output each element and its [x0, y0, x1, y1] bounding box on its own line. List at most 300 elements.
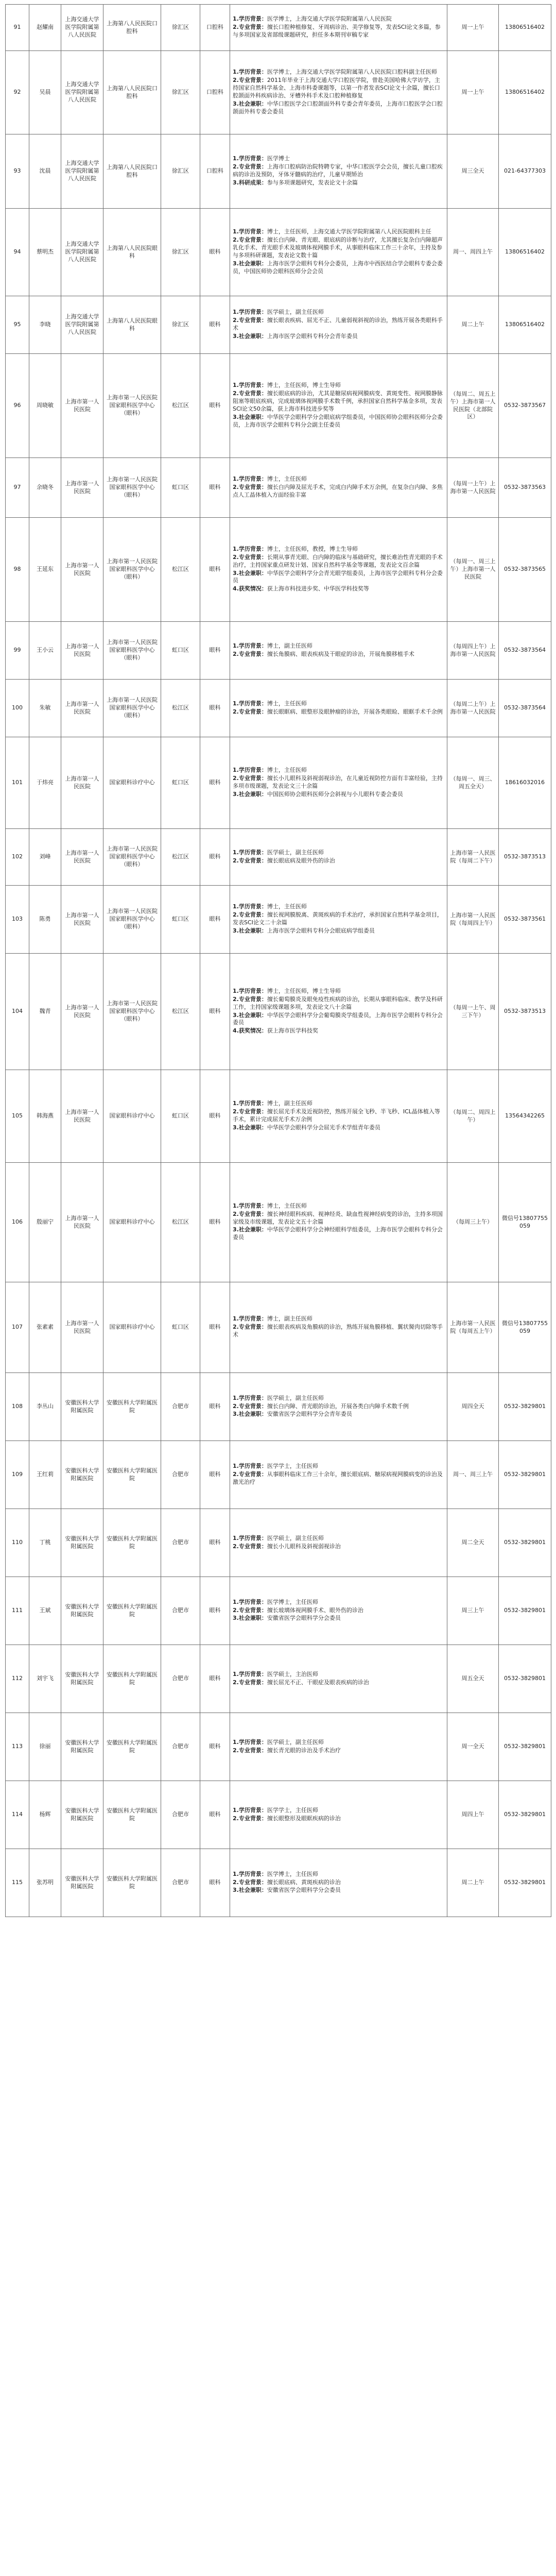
clinic-schedule: 周三全天: [447, 134, 499, 209]
row-number: 101: [6, 737, 29, 829]
profile-line: 3.社会兼职：上海市医学会眼科专科分会青年委员: [233, 332, 358, 340]
row-number: 110: [6, 1509, 29, 1577]
hospital-group: 上海市第一人民医院: [61, 886, 103, 954]
department: 眼科: [200, 886, 230, 954]
profile-line: 3.社会兼职：上海市医学会眼科专科分会眼底病学组委员: [233, 927, 375, 934]
expert-profile: [230, 1509, 447, 1577]
row-number: 103: [6, 886, 29, 954]
hospital-unit: 上海市第一人民医院国家眼科医学中心（眼科）: [103, 886, 161, 954]
profile-line: 1.学历背景：博士，主任医师: [233, 476, 307, 483]
profile-line: 1.学历背景：博士，主任医师，教授，博士生导师: [233, 545, 358, 552]
profile-line: 1.学历背景：医学学士，主任医师: [233, 1806, 318, 1814]
location: 虹口区: [161, 458, 200, 518]
clinic-schedule: 周四上午: [447, 1781, 499, 1849]
expert-profile: [230, 296, 447, 354]
expert-name: 徐丽: [29, 1713, 61, 1781]
profile-line: 1.学历背景：医学硕士，副主任医师: [233, 1738, 324, 1745]
contact-phone: 13806516402: [499, 209, 551, 296]
hospital-group: 上海市第一人民医院: [61, 1282, 103, 1373]
contact-phone: 微信号13807755059: [499, 1282, 551, 1373]
row-number: 113: [6, 1713, 29, 1781]
hospital-unit: 上海第八人民医院口腔科: [103, 5, 161, 51]
location: 合肥市: [161, 1373, 200, 1441]
hospital-group: 安徽医科大学附属医院: [61, 1849, 103, 1917]
table-row: [6, 518, 551, 622]
expert-name: 王红莉: [29, 1441, 61, 1509]
hospital-group: 安徽医科大学附属医院: [61, 1577, 103, 1645]
profile-line: 2.专业背景：擅长眼表疾病、屈光不正、儿童弱视斜视的诊治，熟练开展各类眼科手术: [233, 317, 443, 331]
hospital-group: 上海市第一人民医院: [61, 1070, 103, 1163]
profile-line: 2.专业背景：擅长眼表疾病及角膜病的诊治，熟练开展角膜移植、翼状胬肉切除等手术: [233, 1324, 443, 1338]
hospital-unit: 安徽医科大学附属医院: [103, 1849, 161, 1917]
profile-line: 1.学历背景：医学博士，上海交通大学医学院附属第八人民医院口腔科副主任医师: [233, 69, 437, 76]
profile-line: 1.学历背景：博士，主任医师: [233, 903, 307, 910]
profile-line: 1.学历背景：医学硕士，副主任医师: [233, 309, 324, 316]
profile-line: 2.专业背景：擅长屈光手术及近视防控，熟练开展全飞秒、半飞秒、ICL晶体植入等手术，累计完成屈光手术万余例: [233, 1108, 440, 1123]
contact-phone: 18616032016: [499, 737, 551, 829]
clinic-schedule: 周一、周三上午: [447, 1441, 499, 1509]
expert-name: 于炜亮: [29, 737, 61, 829]
table-row: [6, 1070, 551, 1163]
department: 眼科: [200, 1509, 230, 1577]
row-number: 97: [6, 458, 29, 518]
row-number: 114: [6, 1781, 29, 1849]
expert-name: 王延东: [29, 518, 61, 622]
clinic-schedule: 上海市第一人民医院（每周五上午）: [447, 1282, 499, 1373]
clinic-schedule: （每周一上午、周三下午）: [447, 954, 499, 1070]
clinic-schedule: 周一上午: [447, 51, 499, 134]
profile-line: 1.学历背景：博士，主任医师，博士生导师: [233, 382, 341, 389]
department: 眼科: [200, 1713, 230, 1781]
expert-name: 陈勇: [29, 886, 61, 954]
expert-profile: [230, 1849, 447, 1917]
expert-name: 殷丽宁: [29, 1163, 61, 1282]
location: 合肥市: [161, 1645, 200, 1713]
clinic-schedule: 周二全天: [447, 1509, 499, 1577]
department: 眼科: [200, 1282, 230, 1373]
location: 松江区: [161, 829, 200, 886]
table-row: [6, 1577, 551, 1645]
department: 眼科: [200, 1163, 230, 1282]
expert-profile: [230, 1070, 447, 1163]
row-number: 98: [6, 518, 29, 622]
clinic-schedule: 周四全天: [447, 1373, 499, 1441]
contact-phone: 13806516402: [499, 51, 551, 134]
clinic-schedule: （每周一上午）上海市第一人民医院: [447, 458, 499, 518]
location: 虹口区: [161, 737, 200, 829]
table-row: [6, 1509, 551, 1577]
clinic-schedule: 上海市第一人民医院（每周二下午）: [447, 829, 499, 886]
table-row: [6, 1645, 551, 1713]
department: 眼科: [200, 296, 230, 354]
table-row: [6, 1849, 551, 1917]
profile-line: 2.专业背景：擅长白内障、青光眼的诊治，开展各类白内障手术数千例: [233, 1402, 409, 1410]
profile-line: 2.专业背景：擅长眼眶病、眼整形及眼肿瘤的诊治，开展各类眼睑、眼眶手术千余例: [233, 708, 443, 715]
hospital-unit: 上海市第一人民医院国家眼科医学中心（眼科）: [103, 458, 161, 518]
department: 口腔科: [200, 134, 230, 209]
expert-profile: [230, 680, 447, 737]
profile-line: 1.学历背景：医学博士，上海交通大学医学院附属第八人民医院: [233, 15, 392, 23]
table-row: [6, 51, 551, 134]
expert-profile: [230, 518, 447, 622]
clinic-schedule: 周一全天: [447, 1713, 499, 1781]
profile-line: 2.专业背景：擅长小儿眼科及斜视弱视诊治: [233, 1543, 341, 1550]
location: 合肥市: [161, 1577, 200, 1645]
department: 眼科: [200, 354, 230, 458]
row-number: 99: [6, 622, 29, 680]
profile-line: 1.学历背景：博士，主任医师: [233, 1202, 307, 1209]
clinic-schedule: （每周二、周五上午）上海市第一人民医院（北部院区）: [447, 354, 499, 458]
expert-profile: [230, 1645, 447, 1713]
hospital-unit: 安徽医科大学附属医院: [103, 1509, 161, 1577]
location: 松江区: [161, 518, 200, 622]
table-row: [6, 354, 551, 458]
hospital-group: 上海市第一人民医院: [61, 518, 103, 622]
expert-name: 刘峰: [29, 829, 61, 886]
row-number: 115: [6, 1849, 29, 1917]
expert-name: 韩海燕: [29, 1070, 61, 1163]
hospital-group: 上海市第一人民医院: [61, 954, 103, 1070]
table-row: [6, 458, 551, 518]
contact-phone: 0532-3829801: [499, 1577, 551, 1645]
profile-line: 1.学历背景：医学博士: [233, 155, 290, 162]
profile-line: 2.专业背景：擅长眼底病及眼外伤的诊治: [233, 857, 335, 864]
profile-line: 1.学历背景：医学学士，主任医师: [233, 1463, 318, 1470]
department: 口腔科: [200, 5, 230, 51]
profile-line: 2.专业背景：擅长神经眼科疾病、视神经炎、缺血性视神经病变的诊治，主持多项国家级及市级课题，发表论文五十余篇: [233, 1210, 443, 1225]
expert-name: 朱敏: [29, 680, 61, 737]
profile-line: 3.社会兼职：中华医学会眼科学分会葡萄膜炎学组委员，上海市医学会眼科专科分会委员: [233, 1011, 443, 1026]
profile-line: 1.学历背景：医学硕士，主治医师: [233, 1670, 318, 1677]
profile-line: 2.专业背景：擅长眼底病、黄斑疾病的诊治: [233, 1878, 341, 1886]
profile-line: 2.专业背景：擅长角膜病、眼表疾病及干眼症的诊治，开展角膜移植手术: [233, 650, 414, 657]
profile-line: 4.获奖情况：获上海市医学科技奖: [233, 1027, 318, 1035]
expert-profile: [230, 458, 447, 518]
department: 口腔科: [200, 51, 230, 134]
row-number: 105: [6, 1070, 29, 1163]
location: 虹口区: [161, 1070, 200, 1163]
table-row: [6, 296, 551, 354]
department: 眼科: [200, 458, 230, 518]
profile-line: 1.学历背景：医学博士，主任医师: [233, 1870, 318, 1877]
clinic-schedule: （每周二上午）上海市第一人民医院: [447, 680, 499, 737]
location: 虹口区: [161, 1282, 200, 1373]
contact-phone: 0532-3829801: [499, 1441, 551, 1509]
table-row: [6, 622, 551, 680]
profile-line: 3.社会兼职：中华医学会眼科学分会眼底病学组委员，中国医师协会眼科医师分会委员，上海市医学会眼科专科分会副主任委员: [233, 413, 443, 428]
hospital-group: 安徽医科大学附属医院: [61, 1781, 103, 1849]
table-row: [6, 209, 551, 296]
hospital-group: 安徽医科大学附属医院: [61, 1441, 103, 1509]
profile-line: 2.专业背景：擅长玻璃体视网膜手术、眼外伤的诊治: [233, 1606, 363, 1614]
expert-name: 张素素: [29, 1282, 61, 1373]
profile-line: 3.社会兼职：安徽省医学会眼科学分会委员: [233, 1887, 341, 1894]
hospital-group: 安徽医科大学附属医院: [61, 1645, 103, 1713]
expert-name: 丁桃: [29, 1509, 61, 1577]
profile-line: 3.社会兼职：安徽省医学会眼科学分会青年委员: [233, 1411, 352, 1418]
hospital-group: 上海交通大学医学院附属第八人民医院: [61, 209, 103, 296]
expert-profile: [230, 1577, 447, 1645]
contact-phone: 0532-3829801: [499, 1645, 551, 1713]
expert-name: 王斌: [29, 1577, 61, 1645]
contact-phone: 13806516402: [499, 5, 551, 51]
profile-line: 1.学历背景：博士，副主任医师: [233, 1100, 312, 1107]
expert-profile: [230, 51, 447, 134]
department: 眼科: [200, 622, 230, 680]
location: 徐汇区: [161, 134, 200, 209]
row-number: 106: [6, 1163, 29, 1282]
hospital-group: 上海市第一人民医院: [61, 458, 103, 518]
hospital-group: 安徽医科大学附属医院: [61, 1509, 103, 1577]
hospital-unit: 上海市第一人民医院国家眼科医学中心（眼科）: [103, 680, 161, 737]
table-row: [6, 1373, 551, 1441]
hospital-unit: 安徽医科大学附属医院: [103, 1713, 161, 1781]
row-number: 102: [6, 829, 29, 886]
profile-line: 2.专业背景：擅长屈光不正、干眼症及眼表疾病的诊治: [233, 1679, 369, 1686]
profile-line: 2.专业背景：擅长眼整形及眼眶疾病的诊治: [233, 1815, 341, 1822]
hospital-unit: 上海市第一人民医院国家眼科医学中心（眼科）: [103, 622, 161, 680]
table-row: [6, 737, 551, 829]
profile-line: 2.专业背景：擅长眼底病的诊治，尤其是糖尿病视网膜病变、黄斑变性、视网膜静脉阻塞等眼底疾病，完成玻璃体视网膜手术数千例，承担国家自然科学基金多项，发表SCI论文50余篇，获上海市科技进步奖等: [233, 390, 443, 412]
department: 眼科: [200, 1070, 230, 1163]
table-row: [6, 5, 551, 51]
clinic-schedule: 周二上午: [447, 1849, 499, 1917]
contact-phone: 021-64377303: [499, 134, 551, 209]
expert-name: 张苏明: [29, 1849, 61, 1917]
location: 松江区: [161, 354, 200, 458]
department: 眼科: [200, 1849, 230, 1917]
expert-profile: [230, 622, 447, 680]
expert-profile: [230, 5, 447, 51]
profile-line: 1.学历背景：博士，主任医师: [233, 700, 307, 707]
contact-phone: 0532-3829801: [499, 1781, 551, 1849]
clinic-schedule: （每周一、周三、周五全天）: [447, 737, 499, 829]
clinic-schedule: 周一上午: [447, 5, 499, 51]
row-number: 104: [6, 954, 29, 1070]
profile-line: 2.专业背景：擅长口腔种植修复、牙周病诊治、美学修复等，发表SCI论文多篇，参与多项国家及省部级课题研究，担任多本期刊审稿专家: [233, 24, 441, 38]
expert-profile: [230, 954, 447, 1070]
hospital-unit: 上海第八人民医院眼科: [103, 209, 161, 296]
row-number: 92: [6, 51, 29, 134]
table-row: [6, 1441, 551, 1509]
profile-line: 4.获奖情况：获上海市科技进步奖、中华医学科技奖等: [233, 585, 369, 592]
contact-phone: 0532-3873513: [499, 829, 551, 886]
document-page: [5, 4, 551, 1917]
profile-line: 1.学历背景：博士，主任医师，上海交通大学医学院附属第八人民医院眼科主任: [233, 228, 431, 235]
profile-line: 3.社会兼职：中华医学会眼科学分会青光眼学组委员，上海市医学会眼科专科分会委员: [233, 569, 443, 584]
table-row: [6, 1282, 551, 1373]
expert-name: 沈晨: [29, 134, 61, 209]
hospital-unit: 上海第八人民医院口腔科: [103, 51, 161, 134]
expert-profile: [230, 354, 447, 458]
expert-profile: [230, 1781, 447, 1849]
hospital-unit: 安徽医科大学附属医院: [103, 1645, 161, 1713]
profile-line: 1.学历背景：医学硕士，副主任医师: [233, 1394, 324, 1401]
location: 徐汇区: [161, 5, 200, 51]
table-row: [6, 680, 551, 737]
hospital-group: 上海市第一人民医院: [61, 354, 103, 458]
profile-line: 2.专业背景：擅长白内障及屈光手术，完成白内障手术万余例，在复杂白内障、多焦点人工晶体植入方面经验丰富: [233, 484, 443, 498]
table-row: [6, 954, 551, 1070]
table-row: [6, 134, 551, 209]
location: 徐汇区: [161, 296, 200, 354]
contact-phone: 0532-3873564: [499, 622, 551, 680]
location: 合肥市: [161, 1509, 200, 1577]
hospital-unit: 上海第八人民医院口腔科: [103, 134, 161, 209]
hospital-unit: 上海市第一人民医院国家眼科医学中心（眼科）: [103, 829, 161, 886]
department: 眼科: [200, 737, 230, 829]
expert-profile: [230, 209, 447, 296]
profile-line: 1.学历背景：博士，主任医师，博士生导师: [233, 987, 341, 994]
row-number: 96: [6, 354, 29, 458]
expert-name: 余晓冬: [29, 458, 61, 518]
hospital-unit: 国家眼科诊疗中心: [103, 1070, 161, 1163]
contact-phone: 13806516402: [499, 296, 551, 354]
location: 合肥市: [161, 1781, 200, 1849]
hospital-group: 上海市第一人民医院: [61, 737, 103, 829]
profile-line: 3.社会兼职：中华医学会眼科学分会屈光手术学组青年委员: [233, 1124, 380, 1131]
expert-profile: [230, 886, 447, 954]
hospital-group: 上海交通大学医学院附属第八人民医院: [61, 51, 103, 134]
hospital-unit: 安徽医科大学附属医院: [103, 1577, 161, 1645]
contact-phone: 0532-3873567: [499, 354, 551, 458]
row-number: 111: [6, 1577, 29, 1645]
expert-name: 赵耀南: [29, 5, 61, 51]
hospital-group: 安徽医科大学附属医院: [61, 1713, 103, 1781]
contact-phone: 0532-3829801: [499, 1509, 551, 1577]
department: 眼科: [200, 518, 230, 622]
hospital-unit: 上海市第一人民医院国家眼科医学中心（眼科）: [103, 354, 161, 458]
expert-name: 魏青: [29, 954, 61, 1070]
hospital-unit: 上海市第一人民医院国家眼科医学中心（眼科）: [103, 954, 161, 1070]
expert-table: [5, 4, 551, 1917]
expert-profile: [230, 1282, 447, 1373]
profile-line: 2.专业背景：擅长视网膜脱离、黄斑疾病的手术治疗，承担国家自然科学基金项目，发表SCI论文二十余篇: [233, 911, 443, 926]
hospital-group: 上海市第一人民医院: [61, 680, 103, 737]
contact-phone: 0532-3829801: [499, 1849, 551, 1917]
expert-profile: [230, 1441, 447, 1509]
profile-line: 3.科研成果：参与多项课题研究，发表论文十余篇: [233, 179, 358, 186]
profile-line: 1.学历背景：医学硕士，副主任医师: [233, 1534, 324, 1541]
department: 眼科: [200, 954, 230, 1070]
department: 眼科: [200, 829, 230, 886]
table-row: [6, 886, 551, 954]
profile-line: 2.专业背景：2011年毕业于上海交通大学口腔医学院，曾赴美国哈佛大学访学，主持国家自然科学基金、上海市科委课题等，以第一作者发表SCI论文十余篇，擅长口腔颌面外科疾病诊治、牙槽外科手术及口腔种植修复: [233, 77, 440, 99]
hospital-unit: 国家眼科诊疗中心: [103, 1282, 161, 1373]
department: 眼科: [200, 1577, 230, 1645]
expert-profile: [230, 829, 447, 886]
table-row: [6, 1163, 551, 1282]
hospital-unit: 安徽医科大学附属医院: [103, 1373, 161, 1441]
hospital-unit: 上海市第一人民医院国家眼科医学中心（眼科）: [103, 518, 161, 622]
hospital-group: 上海交通大学医学院附属第八人民医院: [61, 296, 103, 354]
profile-line: 2.专业背景：擅长青光眼的诊治及手术治疗: [233, 1747, 341, 1754]
department: 眼科: [200, 1645, 230, 1713]
table-row: [6, 1713, 551, 1781]
location: 松江区: [161, 680, 200, 737]
clinic-schedule: 周三上午: [447, 1577, 499, 1645]
row-number: 91: [6, 5, 29, 51]
contact-phone: 微信号13807755059: [499, 1163, 551, 1282]
department: 眼科: [200, 209, 230, 296]
expert-name: 杨辉: [29, 1781, 61, 1849]
hospital-unit: 安徽医科大学附属医院: [103, 1781, 161, 1849]
hospital-group: 上海市第一人民医院: [61, 829, 103, 886]
profile-line: 1.学历背景：博士，主任医师: [233, 767, 307, 774]
contact-phone: 0532-3873513: [499, 954, 551, 1070]
profile-line: 3.社会兼职：上海市医学会眼科专科分会委员，上海市中西医结合学会眼科专委会委员，中国医师协会眼科医师分会会员: [233, 260, 443, 275]
profile-line: 1.学历背景：医学博士，主任医师: [233, 1598, 318, 1605]
expert-name: 李丛山: [29, 1373, 61, 1441]
expert-name: 周晓敏: [29, 354, 61, 458]
expert-name: 吴晨: [29, 51, 61, 134]
location: 虹口区: [161, 886, 200, 954]
expert-name: 刘宇飞: [29, 1645, 61, 1713]
profile-line: 3.社会兼职：中国医师协会眼科医师分会斜视与小儿眼科专委会委员: [233, 790, 403, 798]
hospital-group: 上海交通大学医学院附属第八人民医院: [61, 5, 103, 51]
profile-line: 3.社会兼职：安徽省医学会眼科学分会委员: [233, 1615, 341, 1622]
profile-line: 3.社会兼职：中华医学会眼科学分会神经眼科学组委员，上海市医学会眼科专科分会委员: [233, 1226, 443, 1241]
hospital-group: 上海市第一人民医院: [61, 1163, 103, 1282]
profile-line: 2.专业背景：擅长白内障、青光眼、眼底病的诊断与治疗，尤其擅长复杂白内障超声乳化手术、青光眼手术及玻璃体视网膜手术，从事眼科临床工作三十余年，主持及参与多项科研课题，发表论文数十篇: [233, 236, 443, 259]
contact-phone: 0532-3829801: [499, 1713, 551, 1781]
expert-profile: [230, 737, 447, 829]
profile-line: 2.专业背景：擅长小儿眼科及斜视弱视诊治，在儿童近视防控方面有丰富经验，主持多项市级课题，发表论文三十余篇: [233, 775, 443, 789]
hospital-unit: 上海第八人民医院眼科: [103, 296, 161, 354]
location: 合肥市: [161, 1713, 200, 1781]
table-row: [6, 1781, 551, 1849]
hospital-group: 上海市第一人民医院: [61, 622, 103, 680]
location: 徐汇区: [161, 209, 200, 296]
department: 眼科: [200, 680, 230, 737]
contact-phone: 0532-3873564: [499, 680, 551, 737]
expert-name: 蔡明杰: [29, 209, 61, 296]
location: 合肥市: [161, 1849, 200, 1917]
clinic-schedule: 周五全天: [447, 1645, 499, 1713]
profile-line: 1.学历背景：博士，副主任医师: [233, 1315, 312, 1323]
location: 松江区: [161, 954, 200, 1070]
department: 眼科: [200, 1441, 230, 1509]
row-number: 107: [6, 1282, 29, 1373]
location: 松江区: [161, 1163, 200, 1282]
profile-line: 3.社会兼职：中华口腔医学会口腔颌面外科专委会青年委员，上海市口腔医学会口腔颌面外科专委会委员: [233, 100, 443, 115]
contact-phone: 0532-3873563: [499, 458, 551, 518]
contact-phone: 0532-3829801: [499, 1373, 551, 1441]
contact-phone: 0532-3873561: [499, 886, 551, 954]
hospital-unit: 国家眼科诊疗中心: [103, 1163, 161, 1282]
profile-line: 1.学历背景：博士，副主任医师: [233, 642, 312, 649]
expert-profile: [230, 134, 447, 209]
profile-line: 2.专业背景：上海市口腔病防治院特聘专家，中华口腔医学会会员，擅长儿童口腔疾病的诊治及预防，牙体牙髓病的治疗，儿童早期矫治: [233, 163, 443, 178]
hospital-group: 安徽医科大学附属医院: [61, 1373, 103, 1441]
profile-line: 2.专业背景：长期从事青光眼、白内障的临床与基础研究，擅长难治性青光眼的手术治疗，主持国家重点研发计划、国家自然科学基金等课题，发表论文百余篇: [233, 553, 443, 568]
clinic-schedule: 周一、周四上午: [447, 209, 499, 296]
table-row: [6, 829, 551, 886]
row-number: 93: [6, 134, 29, 209]
department: 眼科: [200, 1781, 230, 1849]
profile-line: 1.学历背景：医学硕士，副主任医师: [233, 849, 324, 856]
hospital-group: 上海交通大学医学院附属第八人民医院: [61, 134, 103, 209]
expert-profile: [230, 1373, 447, 1441]
profile-line: 2.专业背景：从事眼科临床工作三十余年，擅长眼底病、糖尿病视网膜病变的诊治及激光治疗: [233, 1471, 443, 1485]
location: 合肥市: [161, 1441, 200, 1509]
hospital-unit: 国家眼科诊疗中心: [103, 737, 161, 829]
row-number: 100: [6, 680, 29, 737]
row-number: 94: [6, 209, 29, 296]
row-number: 108: [6, 1373, 29, 1441]
contact-phone: 13564342265: [499, 1070, 551, 1163]
clinic-schedule: 上海市第一人民医院（每周四上午）: [447, 886, 499, 954]
